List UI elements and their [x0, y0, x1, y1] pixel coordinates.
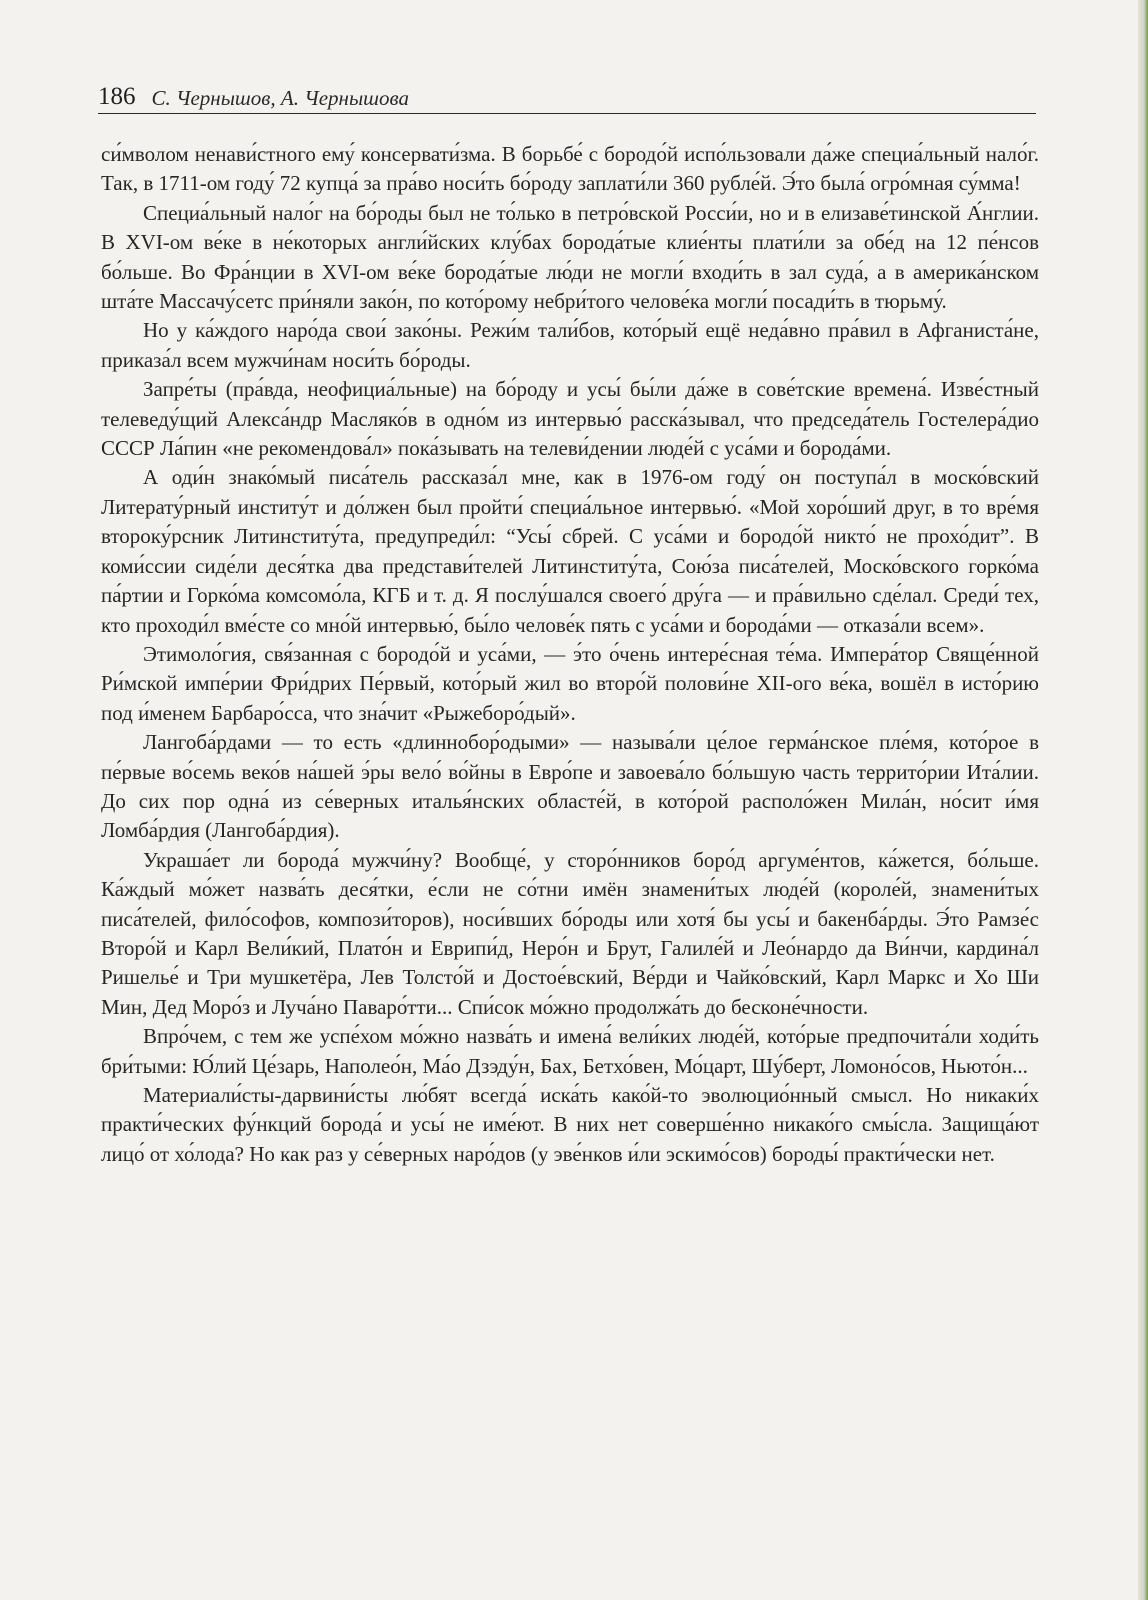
paragraph: Украша́ет ли борода́ мужчи́ну? Вообще́, у сторо́нников боро́д аргуме́нтов, ка́жется, бо́льше. Ка́ждый мо́жет назва́ть деся́тки, е́сли не со́тни имён знамени́тых люде́й (короле́й, знамени́тых писа́телей, фило́софов, компози́торов), носи́вших бо́роды или хотя́ бы усы́ и бакенба́рды. Э́то Рамзе́с Второ́й и Карл Вели́кий, Плато́н и Еврипи́д, Неро́н и Брут, Галиле́й и Лео́нардо да Ви́нчи, кардина́л Ришелье́ и Три мушкетёра, Лев Толсто́й и Достое́вский, Ве́рди и Чайко́вский, Карл Маркс и Хо Ши Мин, Дед Моро́з и Луча́но Паваро́тти... Спи́сок мо́жно продолжа́ть до бесконе́чности. — [101, 847, 1039, 1019]
body-text — [101, 140, 1039, 1169]
paragraph: Но у ка́ждого наро́да свои́ зако́ны. Режи́м тали́бов, кото́рый ещё неда́вно пра́вил в Афганиста́не, приказа́л всем мужчи́нам носи́ть бо́роды. — [101, 318, 1039, 372]
paragraph: Лангоба́рдами — то есть «длиннобор́одыми» — называ́ли це́лое герма́нское пле́мя, кото́рое в пе́рвые во́семь веко́в на́шей э́ры вело́ во́йны в Евро́пе и завоева́ло бо́льшую часть террито́рии Ита́лии. До сих пор одна́ из се́верных италья́нских областе́й, в кото́рой располо́жен Мила́н, но́сит и́мя Ломба́рдия (Лангоба́рдия). — [101, 730, 1039, 843]
running-head-authors: С. Чернышов, А. Чернышова — [151, 86, 409, 110]
page-header — [98, 80, 1036, 114]
paragraph: А оди́н знако́мый писа́тель рассказа́л мне, как в 1976-ом году́ он поступа́л в моско́вский Литерату́рный институ́т и до́лжен был пройти́ специа́льное интервью́. «Мой хоро́ший друг, в то вре́мя второку́рсник Литинститу́та, предупреди́л: “Усы́ сбрей. С уса́ми и бородо́й никто́ не прохо́дит”. В коми́ссии сиде́ли деся́тка два представи́телей Литинститу́та, Сою́за писа́телей, Моско́вского горко́ма па́ртии и Горко́ма комсомо́ла, КГБ и т. д. Я послу́шался своего́ дру́га — и пра́вильно сде́лал. Среди́ тех, кто проходи́л вме́сте со мно́й интервью́, бы́ло челове́к пять с уса́ми и борода́ми — отказа́ли всем». — [101, 465, 1039, 637]
paragraph: Специа́льный нало́г на бо́роды был не то́лько в петро́вской Росси́и, но и в елизаве́тинской А́нглии. В XVI-ом ве́ке в не́которых англи́йских клу́бах борода́тые клие́нты плати́ли за обе́д на 12 пе́нсов бо́льше. Во Фра́нции в XVI-ом ве́ке борода́тые лю́ди не могли́ входи́ть в зал суда́, а в америка́нском шта́те Массачу́сетс при́няли зако́н, по кото́рому небри́того челове́ка могли́ посади́ть в тюрьму́. — [101, 200, 1039, 314]
paragraph: си́мволом ненави́стного ему́ консервати́зма. В борьбе́ с бородо́й испо́льзовали да́же специа́льный нало́г. Так, в 1711-ом году́ 72 купца́ за пра́во носи́ть бо́роду заплати́ли 360 рубле́й. Э́то была́ огро́мная су́мма! — [101, 142, 1039, 196]
page-number: 186 — [98, 83, 136, 110]
paragraph: Впро́чем, с тем же успе́хом мо́жно назва́ть и имена́ вели́ких люде́й, кото́рые предпочита́ли ходи́ть бри́тыми: Ю́лий Це́зарь, Наполео́н, Ма́о Дзэду́н, Бах, Бетхо́вен, Мо́царт, Шу́берт, Ломоно́сов, Ньюто́н... — [101, 1024, 1039, 1078]
paragraph: Материали́сты-дарвини́сты лю́бят всегда́ иска́ть како́й-то эволюцио́нный смысл. Но никаки́х практи́ческих фу́нкций борода́ и усы́ не име́ют. В них нет соверше́нно никако́го смы́сла. Защища́ют лицо́ от хо́лода? Но как раз у се́верных наро́дов (у эве́нков и́ли эскимо́сов) бороды́ практи́чески нет. — [101, 1083, 1039, 1166]
paragraph: Этимоло́гия, свя́занная с бородо́й и уса́ми, — э́то о́чень интере́сная те́ма. Импера́тор Свяще́нной Ри́мской импе́рии Фри́дрих Пе́рвый, кото́рый жил во второ́й полови́не XII-ого ве́ка, вошёл в исто́рию под и́менем Барбаро́сса, что зна́чит «Рыжеборо́дый». — [101, 641, 1039, 725]
page-edge — [1138, 0, 1148, 1600]
paragraph: Запре́ты (пра́вда, неофициа́льные) на бо́роду и усы́ бы́ли да́же в сове́тские времена́. Изве́стный телеведу́щий Алекса́ндр Масляко́в в одно́м из интервью́ расска́зывал, что председа́тель Гостелера́дио СССР Ла́пин «не рекомендова́л» пока́зывать на телеви́дении люде́й с уса́ми и борода́ми. — [101, 377, 1039, 461]
